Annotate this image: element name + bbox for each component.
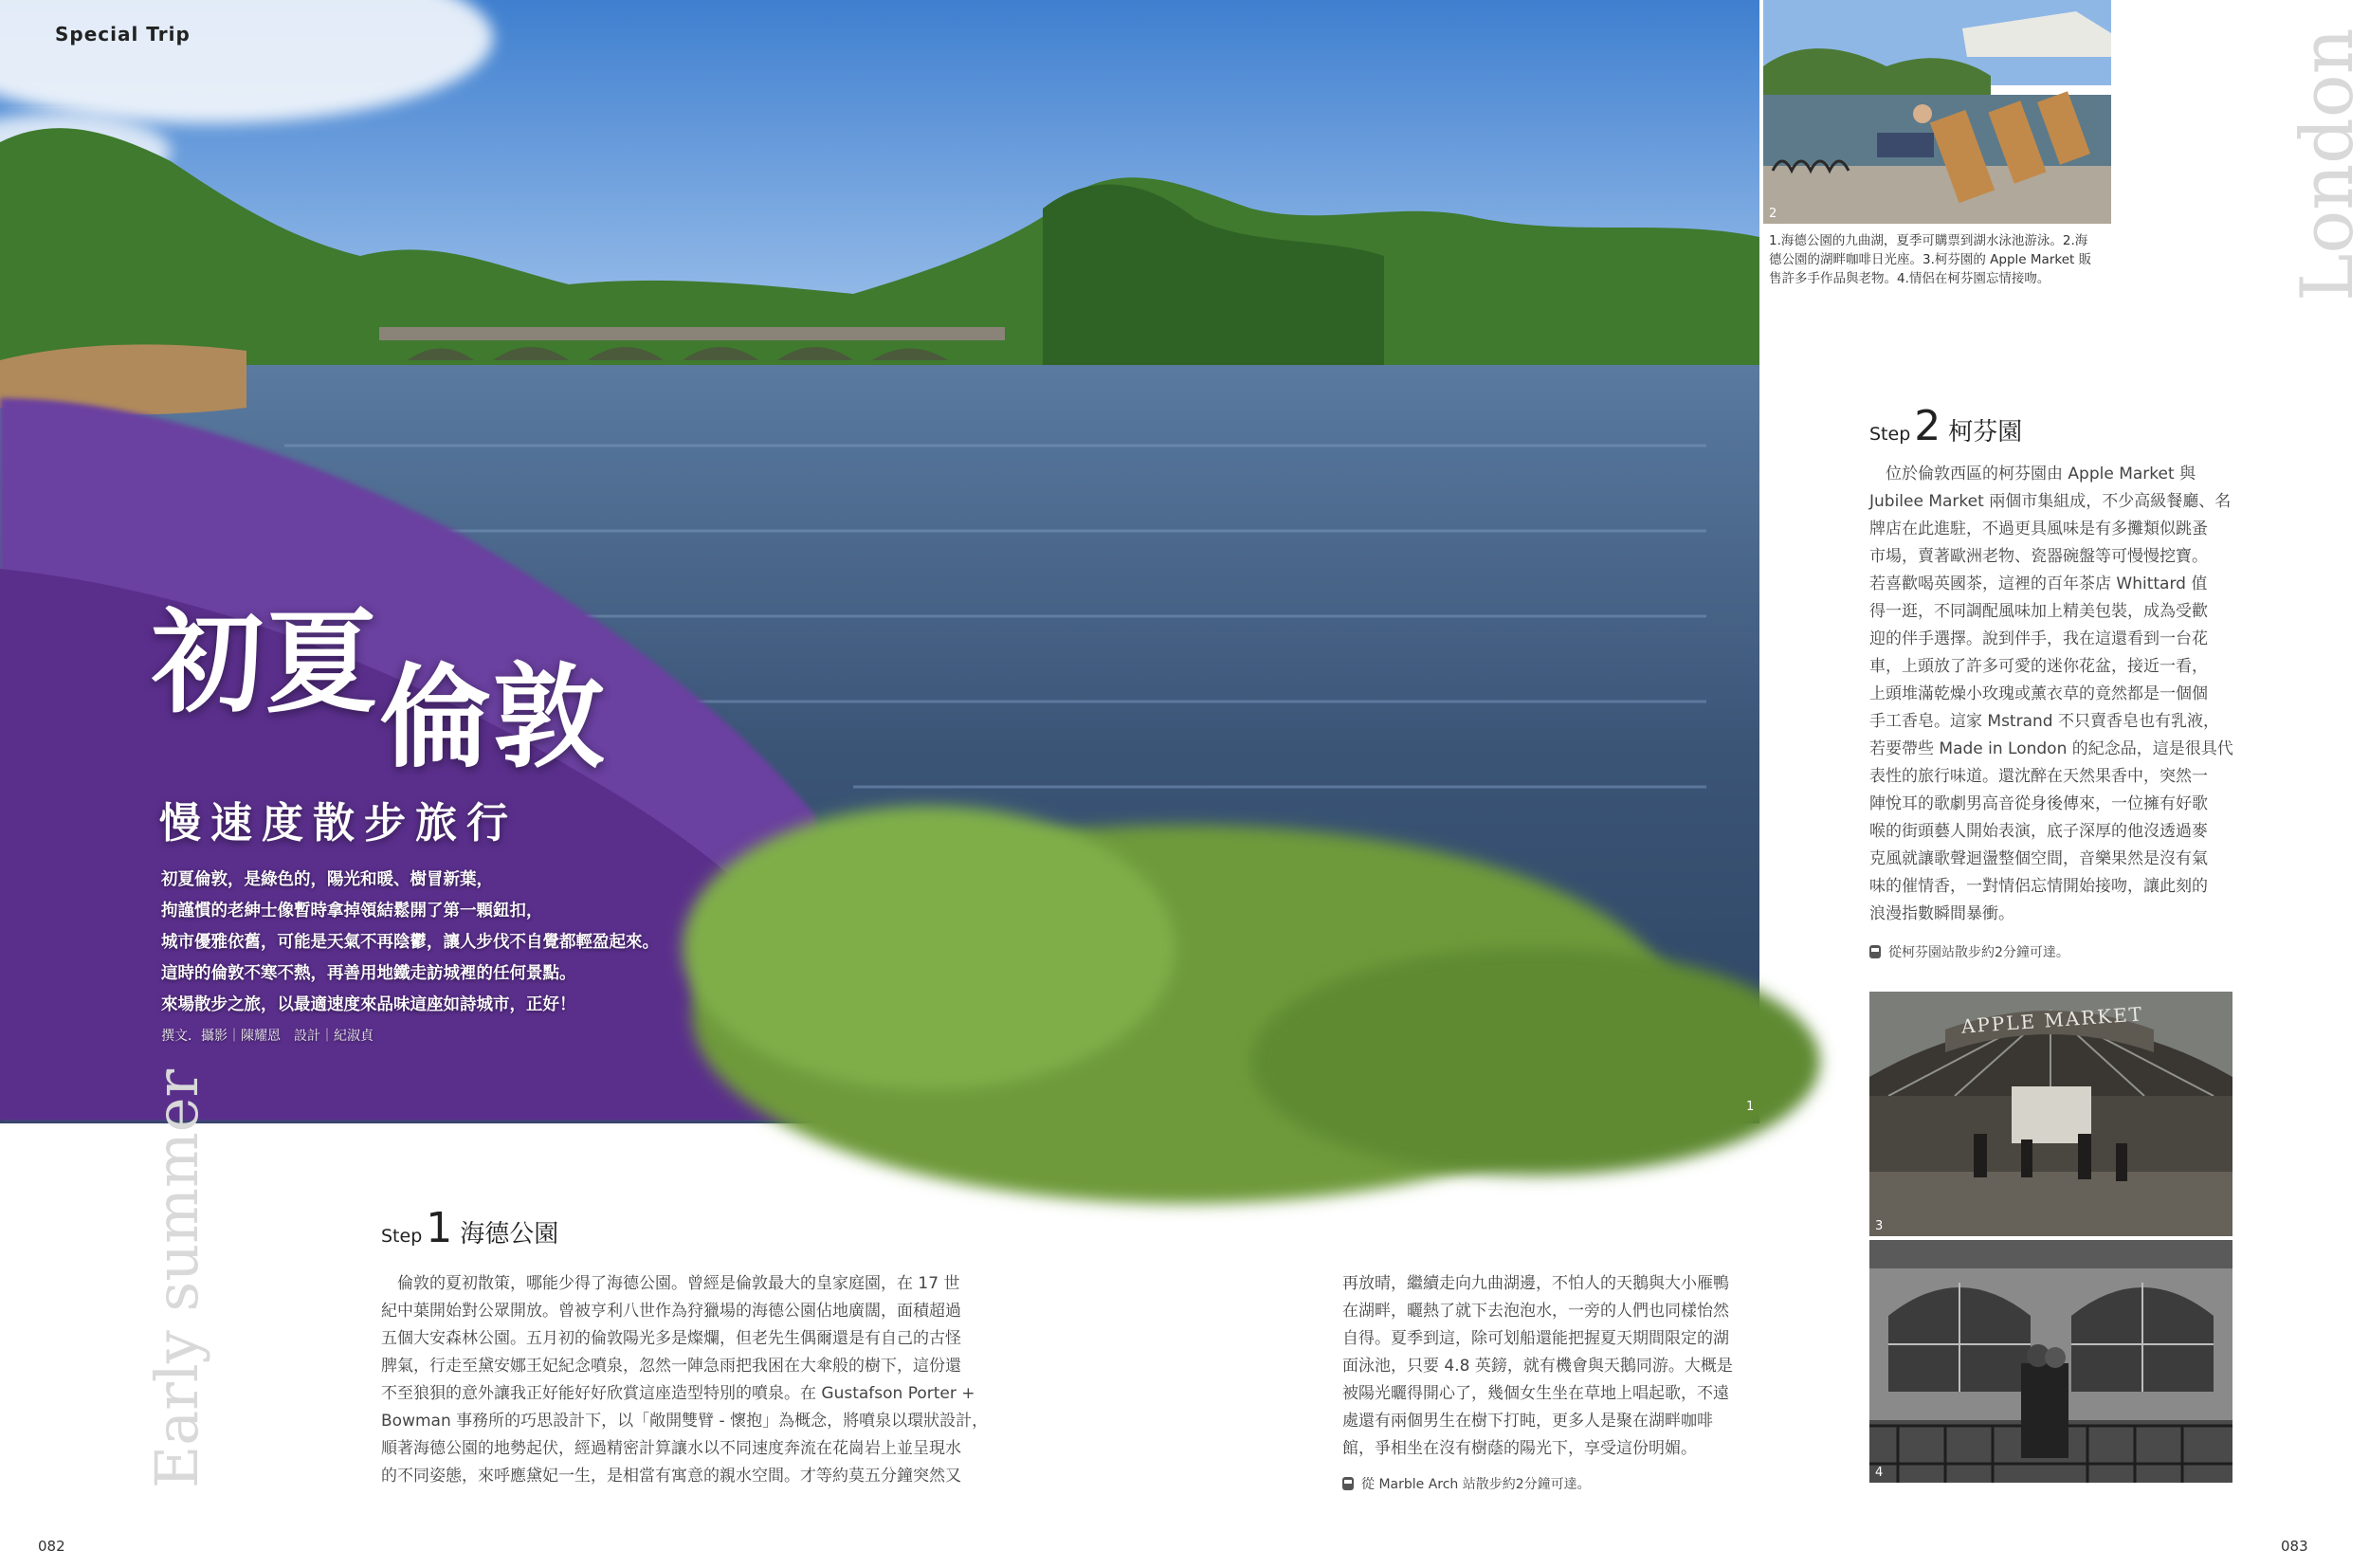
feature-title-part1: 初夏 (152, 596, 380, 728)
text-line: 脾氣，行走至黛安娜王妃紀念噴泉，忽然一陣急雨把我困在大傘般的樹下，這份還 (381, 1357, 961, 1376)
step2-access-text: 從柯芬園站散步約2分鐘可達。 (1888, 945, 2069, 960)
step1-title: 海德公園 (460, 1220, 559, 1249)
step1-column2 (1342, 1270, 1765, 1463)
text-line: Bowman 事務所的巧思設計下，以「敞開雙臂 - 懷抱」為概念，將噴泉以環狀設計， (381, 1412, 989, 1431)
feature-subtitle: 慢速度散步旅行 (159, 799, 518, 848)
text-line: 在湖畔，曬熱了就下去泡泡水，一旁的人們也同樣怡然 (1342, 1302, 1729, 1321)
text-line: 面泳池，只要 4.8 英鎊，就有機會與天鵝同游。大概是 (1342, 1357, 1733, 1376)
step2-number: 2 (1914, 402, 1941, 450)
text-line: 手工香皂。這家 Mstrand 不只賣香皂也有乳液， (1869, 712, 2219, 731)
text-line: 處還有兩個男生在樹下打盹，更多人是聚在湖畔咖啡 (1342, 1412, 1713, 1431)
text-line: 若要帶些 Made in London 的紀念品，這是很具代 (1869, 739, 2233, 758)
intro-line: 來場散步之旅，以最適速度來品味這座如詩城市，正好！ (161, 995, 576, 1014)
text-line: 不至狼狽的意外讓我正好能好好欣賞這座造型特別的噴泉。在 Gustafson Porter + (381, 1384, 975, 1403)
text-line: 館，爭相坐在沒有樹蔭的陽光下，享受這份明媚。 (1342, 1439, 1697, 1458)
step2-word: Step (1869, 424, 1911, 445)
text-line: 陣悅耳的歌劇男高音從身後傳來，一位擁有好歌 (1869, 794, 2208, 813)
step2-title: 柯芬園 (1948, 418, 2023, 447)
text-line: 味的催情香，一對情侶忘情開始接吻，讓此刻的 (1869, 877, 2208, 896)
text-line: 迎的伴手選擇。說到伴手，我在這還看到一台花 (1869, 629, 2208, 648)
photo-number-2: 2 (1769, 207, 1777, 221)
feature-title-part2: 倫敦 (379, 651, 608, 783)
intro-line: 這時的倫敦不寒不熱，再善用地鐵走訪城裡的任何景點。 (161, 964, 576, 983)
step1-word: Step (381, 1226, 423, 1247)
text-line: 浪漫指數瞬間暴衝。 (1869, 904, 2014, 923)
section-label: Special Trip (55, 23, 191, 46)
text-line: 上頭堆滿乾燥小玫瑰或薰衣草的竟然都是一個個 (1869, 684, 2208, 703)
step1-number: 1 (426, 1204, 453, 1252)
train-icon (1342, 1477, 1354, 1490)
caption-line: 德公園的湖畔咖啡日光座。3.柯芬園的 Apple Market 販 (1769, 252, 2092, 267)
text-line: 倫敦的夏初散策，哪能少得了海德公園。曾經是倫敦最大的皇家庭園，在 17 世 (381, 1274, 960, 1293)
step1-heading (381, 1204, 558, 1252)
text-line: 位於倫敦西區的柯芬園由 Apple Market 與 (1869, 465, 2196, 483)
photo-4-couple (1869, 1240, 2232, 1483)
photo-caption (1769, 231, 2110, 288)
text-line: 的不同姿態，來呼應黛妃一生，是相當有寓意的親水空間。才等約莫五分鐘突然又 (381, 1467, 961, 1486)
step2-access (1869, 942, 2069, 961)
vertical-title-london: London (2285, 27, 2369, 301)
photo-number-4: 4 (1875, 1466, 1884, 1480)
vertical-title-early-summer: Early summer (142, 1068, 211, 1488)
text-line: 得一逛，不同調配風味加上精美包裝，成為受歡 (1869, 602, 2208, 621)
apple-market-sign: APPLE MARKET (1960, 1002, 2144, 1038)
caption-line: 售許多手作品與老物。4.情侶在柯芬園忘情接吻。 (1769, 271, 2050, 286)
text-line: 若喜歡喝英國茶，這裡的百年茶店 Whittard 值 (1869, 574, 2208, 593)
intro-line: 拘謹慣的老紳士像暫時拿掉領結鬆開了第一顆鈕扣， (161, 902, 543, 921)
step1-access (1342, 1474, 1591, 1493)
text-line: 喉的街頭藝人開始表演，底子深厚的他沒透過麥 (1869, 822, 2208, 841)
step1-access-text: 從 Marble Arch 站散步約2分鐘可達。 (1361, 1477, 1591, 1492)
intro-line: 初夏倫敦，是綠色的，陽光和暖、樹冒新葉， (161, 870, 493, 889)
page-number-left: 082 (38, 1538, 65, 1555)
text-line: 市場，賣著歐洲老物、瓷器碗盤等可慢慢挖寶。 (1869, 547, 2208, 566)
feature-title (152, 596, 608, 783)
step2-body (1869, 461, 2232, 928)
step2-heading (1869, 402, 2022, 450)
intro-line: 城市優雅依舊，可能是天氣不再陰鬱，讓人步伐不自覺都輕盈起來。 (161, 933, 659, 952)
intro-text (161, 865, 730, 1021)
text-line: 表性的旅行味道。還沈醉在天然果香中，突然一 (1869, 767, 2208, 786)
caption-line: 1.海德公園的九曲湖，夏季可購票到湖水泳池游泳。2.海 (1769, 233, 2088, 248)
train-icon (1869, 945, 1881, 958)
text-line: 紀中葉開始對公眾開放。曾被亨利八世作為狩獵場的海德公園佔地廣闊，面積超過 (381, 1302, 961, 1321)
text-line: 車，上頭放了許多可愛的迷你花盆，接近一看， (1869, 657, 2208, 676)
step1-column1 (381, 1270, 1014, 1490)
photo-number-3: 3 (1875, 1219, 1884, 1233)
text-line: Jubilee Market 兩個市集組成，不少高級餐廳、名 (1869, 492, 2232, 511)
photo-2 (1763, 0, 2111, 224)
text-line: 自得。夏季到這，除可划船還能把握夏天期間限定的湖 (1342, 1329, 1729, 1348)
page-number-right: 083 (2281, 1538, 2308, 1555)
credit-line: 撰文．攝影｜陳耀恩 設計｜紀淑貞 (161, 1029, 374, 1044)
photo-number-1: 1 (1746, 1100, 1755, 1114)
text-line: 克風就讓歌聲迴盪整個空間，音樂果然是沒有氣 (1869, 849, 2208, 868)
text-line: 再放晴，繼續走向九曲湖邊，不怕人的天鵝與大小雁鴨 (1342, 1274, 1729, 1293)
text-line: 牌店在此進駐，不過更具風味是有多攤類似跳蚤 (1869, 520, 2208, 538)
text-line: 被陽光曬得開心了，幾個女生坐在草地上唱起歌，不遠 (1342, 1384, 1729, 1403)
text-line: 順著海德公園的地勢起伏，經過精密計算讓水以不同速度奔流在花崗岩上並呈現水 (381, 1439, 961, 1458)
text-line: 五個大安森林公園。五月初的倫敦陽光多是燦爛，但老先生偶爾還是有自己的古怪 (381, 1329, 961, 1348)
